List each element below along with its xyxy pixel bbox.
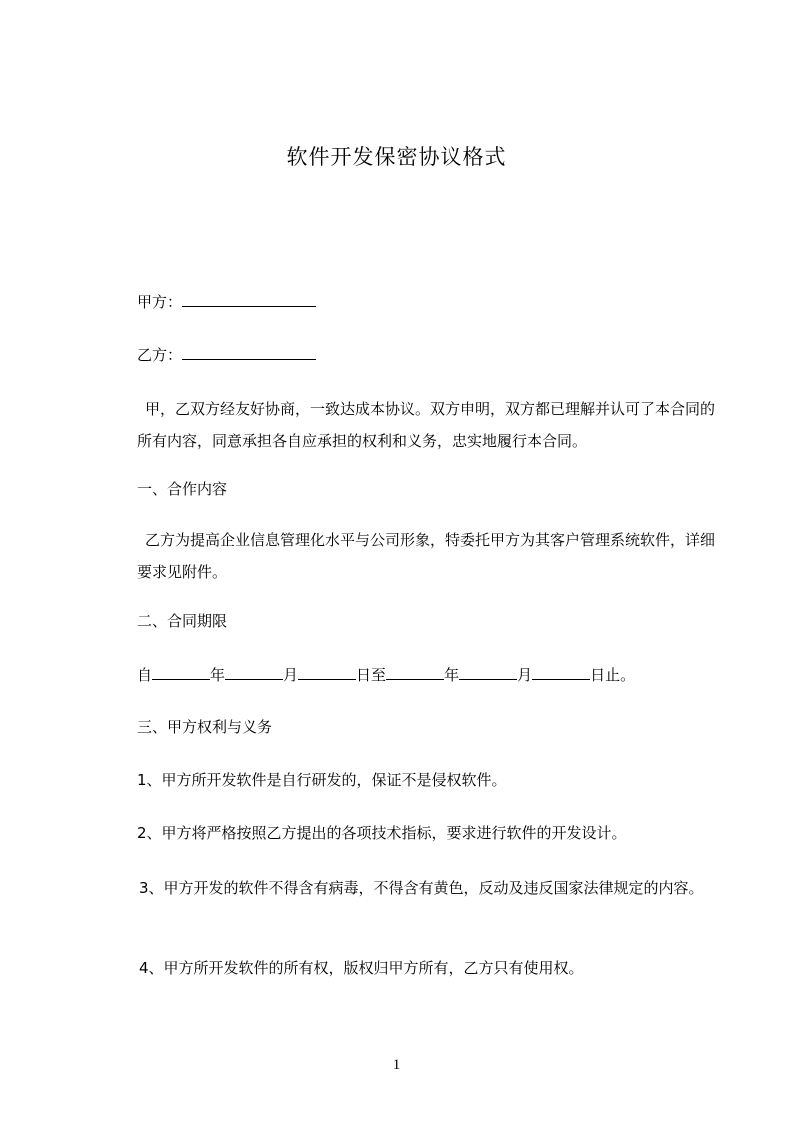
list-item: 3、甲方开发的软件不得含有病毒，不得含有黄色，反动及违反国家法律规定的内容。 [139, 879, 704, 897]
section1-heading: 一、合作内容 [137, 480, 228, 498]
document-title: 软件开发保密协议格式 [286, 145, 507, 169]
start-day-blank [298, 664, 356, 680]
start-year-blank [152, 664, 210, 680]
term-year-2: 年 [444, 666, 460, 684]
party-a-label: 甲方： [137, 293, 183, 311]
start-month-blank [225, 664, 283, 680]
section2-heading: 二、合同期限 [137, 612, 228, 630]
party-a-blank [182, 291, 316, 307]
term-day-end: 日止。 [590, 666, 636, 684]
party-b-blank [182, 344, 316, 360]
term-day-to: 日至 [356, 666, 387, 684]
section1-body: 乙方为提高企业信息管理化水平与公司形象，特委托甲方为其客户管理系统软件，详细要求见附件。 [137, 531, 716, 581]
term-month-1: 月 [283, 666, 299, 684]
list-item: 2、甲方将严格按照乙方提出的各项技术指标，要求进行软件的开发设计。 [137, 824, 627, 842]
list-item: 1、甲方所开发软件是自行研发的，保证不是侵权软件。 [137, 771, 507, 789]
term-year-1: 年 [210, 666, 226, 684]
intro-paragraph: 甲，乙双方经友好协商，一致达成本协议。双方申明，双方都已理解并认可了本合同的所有内容，同意承担各自应承担的权利和义务，忠实地履行本合同。 [137, 400, 716, 450]
term-from: 自 [137, 666, 153, 684]
party-b-label: 乙方： [137, 346, 183, 364]
end-day-blank [532, 664, 590, 680]
page-number: 1 [392, 1057, 401, 1073]
term-line [137, 664, 635, 685]
section3-heading: 三、甲方权利与义务 [137, 718, 273, 736]
term-month-2: 月 [517, 666, 533, 684]
party-a-line [137, 291, 316, 312]
end-year-blank [386, 664, 444, 680]
party-b-line [137, 344, 316, 365]
end-month-blank [459, 664, 517, 680]
list-item: 4、甲方所开发软件的所有权，版权归甲方所有，乙方只有使用权。 [139, 959, 584, 977]
